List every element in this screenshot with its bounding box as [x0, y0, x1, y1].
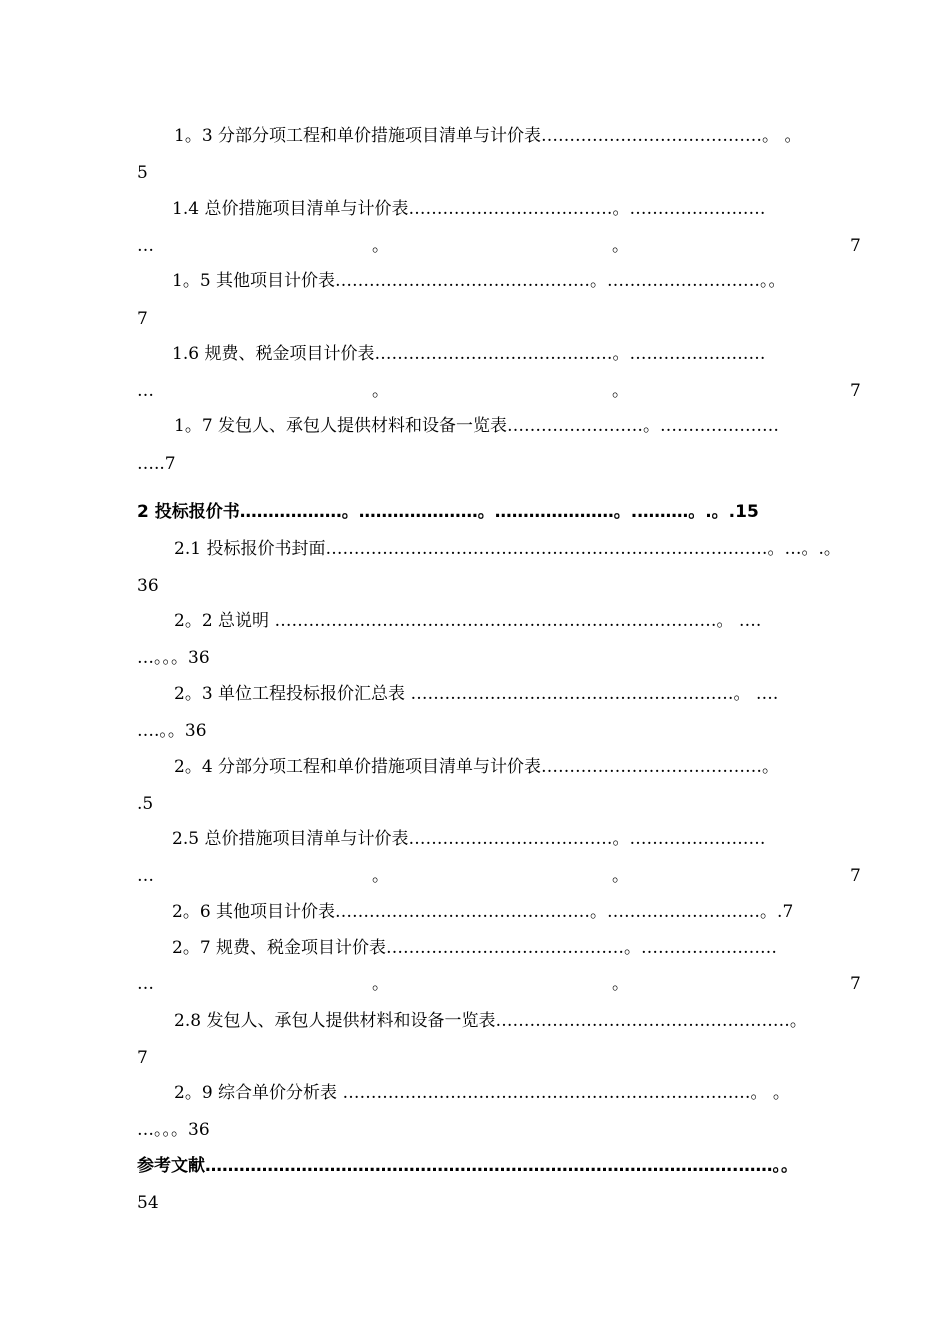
toc-entry-2-7-sep2: 。	[612, 974, 629, 994]
toc-entry-2-5-sep1: 。	[372, 866, 389, 886]
toc-entry-2-6[interactable]: 2。6 其他项目计价表………………………………………。………………………。.7	[172, 902, 794, 922]
toc-entry-2-9-page: …。。。36	[137, 1120, 210, 1140]
toc-entry-2-9[interactable]: 2。9 综合单价分析表 ………………………………………………………………。 。	[174, 1083, 790, 1103]
toc-entry-1-6-sep2: 。	[612, 381, 629, 401]
toc-entry-2-5-leader: …	[137, 866, 154, 886]
toc-entry-2-8[interactable]: 2.8 发包人、承包人提供材料和设备一览表……………………………….……………。	[174, 1011, 807, 1031]
toc-entry-1-6[interactable]: 1.6 规费、税金项目计价表……………………………………。……………………	[172, 344, 766, 364]
toc-entry-1-4-leader: …	[137, 236, 154, 256]
toc-chapter-2[interactable]: 2 投标报价书………………。…………………。…………………。.………。.。.15	[137, 502, 759, 522]
toc-entry-1-6-page: 7	[850, 381, 861, 401]
toc-entry-1-6-leader: …	[137, 381, 154, 401]
toc-entry-1-5-page: 7	[137, 309, 148, 329]
toc-entry-2-2-page: …。。。36	[137, 648, 210, 668]
toc-entry-2-7-sep1: 。	[372, 974, 389, 994]
toc-entry-2-3-page: ….。。36	[137, 721, 207, 741]
toc-entry-1-4-sep1: 。	[372, 236, 389, 256]
toc-references-page: 54	[137, 1193, 159, 1213]
toc-references[interactable]: 参考文献………………………………………………………………………………….……。。	[137, 1156, 798, 1176]
toc-entry-2-2[interactable]: 2。2 总说明 ……………………………………………………………………。 ….	[174, 611, 762, 631]
toc-entry-1-7[interactable]: 1。7 发包人、承包人提供材料和设备一览表……………………。…………………	[174, 416, 780, 436]
toc-entry-1-4-page: 7	[850, 236, 861, 256]
toc-entry-2-4-page: .5	[137, 794, 154, 814]
toc-entry-1-5[interactable]: 1。5 其他项目计价表………………………………………。………………………。。	[172, 271, 786, 291]
toc-entry-1-3-page: 5	[137, 163, 148, 183]
toc-entry-2-5-page: 7	[850, 866, 861, 886]
toc-entry-1-7-page: …..7	[137, 454, 176, 474]
toc-entry-2-8-page: 7	[137, 1048, 148, 1068]
toc-entry-2-4[interactable]: 2。4 分部分项工程和单价措施项目清单与计价表…………………………………。	[174, 757, 780, 777]
toc-entry-2-1[interactable]: 2.1 投标报价书封面……………………………………………………………………。…。.。	[174, 539, 841, 559]
toc-entry-2-7-leader: …	[137, 974, 154, 994]
toc-entry-2-7-page: 7	[850, 974, 861, 994]
toc-entry-1-4-sep2: 。	[612, 236, 629, 256]
toc-entry-1-4[interactable]: 1.4 总价措施项目清单与计价表………………………………。……………………	[172, 199, 766, 219]
toc-entry-2-1-page: 36	[137, 576, 159, 596]
toc-entry-2-5[interactable]: 2.5 总价措施项目清单与计价表………………………………。……………………	[172, 829, 766, 849]
toc-entry-1-6-sep1: 。	[372, 381, 389, 401]
toc-entry-2-7[interactable]: 2。7 规费、税金项目计价表……………………………………。……………………	[172, 938, 778, 958]
toc-entry-2-5-sep2: 。	[612, 866, 629, 886]
toc-entry-1-3[interactable]: 1。3 分部分项工程和单价措施项目清单与计价表…………………………………。 。	[174, 126, 802, 146]
toc-entry-2-3[interactable]: 2。3 单位工程投标报价汇总表 …………………………………………………。 ….	[174, 684, 779, 704]
